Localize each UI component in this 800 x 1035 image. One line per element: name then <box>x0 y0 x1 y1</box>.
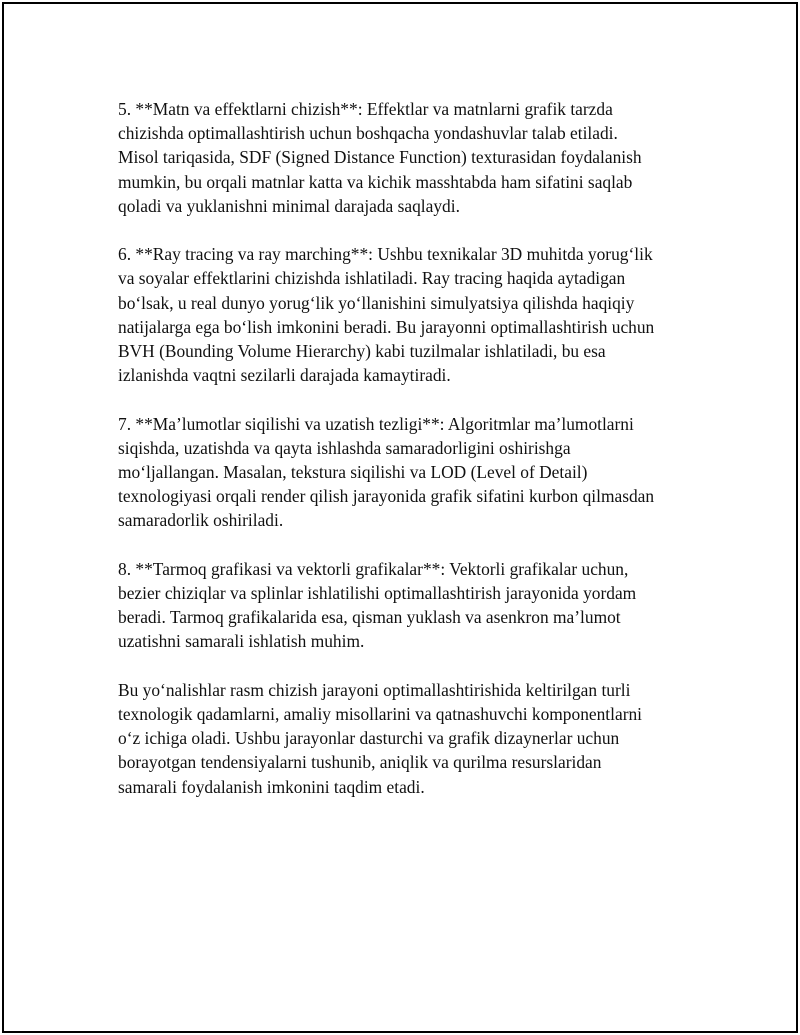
document-page <box>2 2 798 1033</box>
paragraph-ray-tracing: 6. **Ray tracing va ray marching**: Ushbu texnikalar 3D muhitda yorug‘lik va soyalar effektlarini chizishda ishlatiladi. Ray tracing haqida aytadigan bo‘lsak, u real dunyo yorug‘lik yo‘llanishini simulyatsiya qilishda haqiqiy natijalarga ega bo‘lish imkonini beradi. Bu jarayonni optimallashtirish uchun BVH (Bounding Volume Hierarchy) kabi tuzilmalar ishlatiladi, bu esa izlanishda vaqtni sezilarli darajada kamaytiradi. <box>118 244 655 386</box>
paragraph-malumotlar-siqilishi: 7. **Ma’lumotlar siqilishi va uzatish tezligi**: Algoritmlar ma’lumotlarni siqishda, uzatishda va qayta ishlashda samaradorligini oshirishga mo‘ljallangan. Masalan, tekstura siqilishi va LOD (Level of Detail) texnologiyasi orqali render qilish jarayonida grafik sifatini kurbon qilmasdan samaradorlik oshiriladi. <box>118 413 655 531</box>
paragraph-conclusion: Bu yo‘nalishlar rasm chizish jarayoni optimallashtirishida keltirilgan turli texnologik qadamlarni, amaliy misollarini va qatnashuvchi komponentlarni o‘z ichiga oladi. Ushbu jarayonlar dasturchi va grafik dizaynerlar uchun borayotgan tendensiyalarni tushunib, aniqlik va qurilma resurslaridan samarali foydalanish imkonini taqdim etadi. <box>118 679 643 797</box>
paragraph-tarmoq-grafikasi: 8. **Tarmoq grafikasi va vektorli grafikalar**: Vektorli grafikalar uchun, bezier chiziqlar va splinlar ishlatilishi optimallashtirish jarayonida yordam beradi. Tarmoq grafikalarida esa, qisman yuklash va asenkron ma’lumot uzatishni samarali ishlatish muhim. <box>118 558 637 652</box>
paragraph-matn-effektlar: 5. **Matn va effektlarni chizish**: Effektlar va matnlarni grafik tarzda chizishda optimallashtirish uchun boshqacha yondashuvlar talab etiladi. Misol tariqasida, SDF (Signed Distance Function) texturasidan foydalanish mumkin, bu orqali matnlar katta va kichik masshtabda ham sifatini saqlab qoladi va yuklanishni minimal darajada saqlaydi. <box>118 99 642 216</box>
document-body <box>118 97 708 799</box>
